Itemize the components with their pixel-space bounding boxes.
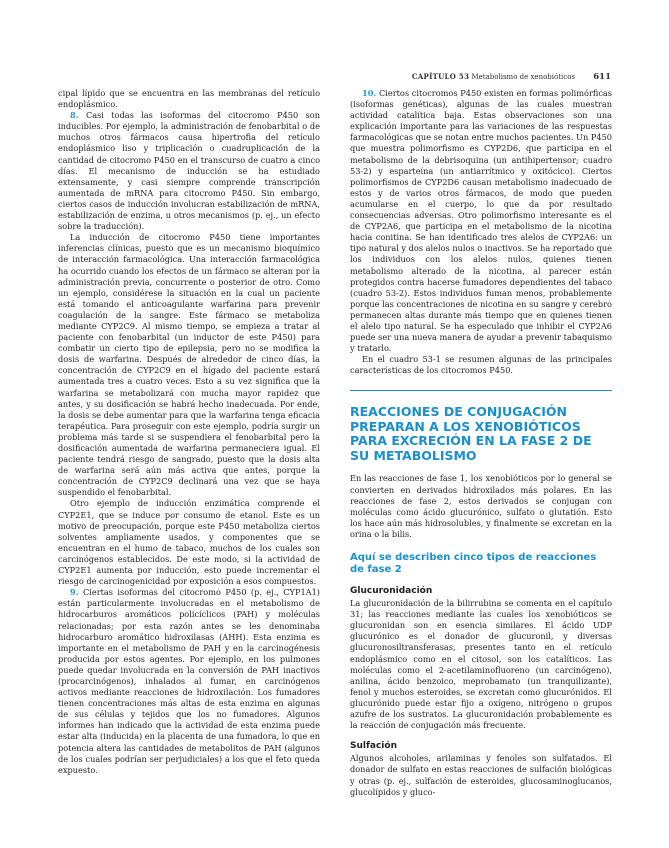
paragraph: La glucuronidación de la bilirrubina se comenta en el capítulo 31; las reacciones mediante las cuales los xenobióticos se glucuronidan son en esencia similares. El ácido UDP glucurónico es el donador de glucuronil, y diversas glucuronosiltransferasas, presentes tanto en el retículo endoplásmico como en el citosol, son los catalíticos. Las moléculas como el 2-acetilaminofluoreno (un carcinógeno), anilina, ácido benzoico, meprobamato (un tranquilizante), fenol y muchos esteroides, se excretan como glucurónidos. El glucurónido puede estar fijo a oxígeno, nitrógeno o grupos azufre de los sustratos. La glucuronidación probablemente es la reacción de conjugación más frecuente. [350, 598, 612, 731]
heading-glucuronidation: Glucuronidación [350, 586, 433, 596]
heading-sulfation: Sulfación [350, 741, 397, 752]
paragraph [350, 88, 612, 354]
paragraph-text: Ciertas isoformas del citocromo P450 (p. ej., CYP1A1) están particularmente involucradas en el metabolismo de hidrocarburos aromáticos policíclicos (PAH) y moléculas relacionadas; por esta razón antes se les denominaba hidrocarburo aromático hidroxilasas (AHH). Esta enzima es importante en el metabolismo de PAH y en la carcinogénesis producida por estos agentes. Por ejemplo, en los pulmones puede quedar involucrada en la conversión de PAH inactivos (procarcinógenos), inhalados al fumar, en carcinógenos activos mediante reacciones de hidroxilación. Los fumadores tienen concentraciones más altas de esta enzima en algunas de sus células y tejidos que los no fumadores. Algunos informes han indicado que la actividad de esta enzima puede estar alta (inducida) en la placenta de una fumadora, lo que en potencia altera las cantidades de metabolitos de PAH (algunos de los cuales podrían ser perjudiciales) a los que el feto queda expuesto. [58, 587, 320, 775]
page-number: 611 [593, 72, 611, 82]
paragraph [58, 110, 320, 232]
left-column [58, 88, 320, 776]
chapter-label: CAPÍTULO 53 [411, 72, 470, 81]
item-number: 9. [70, 587, 79, 598]
paragraph: La inducción de citocromo P450 tiene importantes inferencias clínicas, puesto que es un mecanismo bioquímico de interacción farmacológica. Una interacción farmacológica ha ocurrido cuando los efectos de un fármaco se alteran por la administración previa, concurrente o posterior de otro. Como un ejemplo, considérese la situación en la cual un paciente está tomando el anticoagulante warfarina para prevenir coagulación de la sangre. Este fármaco se metaboliza mediante CYP2C9. Al mismo tiempo, se empieza a tratar al paciente con fenobarbital (un inductor de este P450) para combatir un cierto tipo de epilepsia, pero no se modifica la dosis de warfarina. Después de alrededor de cinco días, la concentración de CYP2C9 en el hígado del paciente estará aumentada tres a cuatro veces. Esto a su vez significa que la warfarina se metabolizará con mucha mayor rapidez que antes, y su dosificación se habrá hecho inadecuada. Por ende, la dosis se debe aumentar para que la warfarina tenga eficacia terapéutica. Para proseguir con este ejemplo, podría surgir un problema más tarde si se suspendiera el fenobarbital pero la dosificación aumentada de warfarina permaneciera igual. El paciente tendrá riesgo de sangrado, puesto que la dosis alta de warfarina será aún más activa que antes, porque la concentración de CYP2C9 declinará una vez que se haya suspendido el fenobarbital. [58, 232, 320, 498]
paragraph [58, 587, 320, 776]
right-column [350, 88, 612, 798]
subsection-title: Aquí se describen cinco tipos de reacciones de fase 2 [350, 552, 597, 575]
paragraph-text: Casi todas las isoformas del citocromo P450 son inducibles. Por ejemplo, la administración de fenobarbital o de muchos otros fármacos causa hipertrofia del retículo endoplásmico liso y triplicación o cuadruplicación de la cantidad de citocromo P450 en el transcurso de cuatro a cinco días. El mecanismo de inducción se ha estudiado extensamente, y casi siempre comprende transcripción aumentada de mRNA para citocromo P450. Sin embargo, ciertos casos de inducción involucran estabilización de mRNA, estabilización de enzima, u otros mecanismos (p. ej., un efecto sobre la traducción). [58, 110, 320, 232]
paragraph-text: Ciertos citocromos P450 existen en formas polimórficas (isoformas genéticas), algunas de las cuales muestran actividad catalítica baja. Estas observaciones son una explicación importante para las variaciones de las respuestas farmacológicas que se notan entre muchos pacientes. Un P450 que muestra polimorfismo es CYP2D6, que participa en el metabolismo de la debrisoquina (un antihipertensor; cuadro 53-2) y esparteína (un antiarrítmico y oxitócico). Ciertos polimorfismos de CYP2D6 causan metabolismo inadecuado de estos y de varios otros fármacos, de modo que pueden acumularse en el cuerpo, lo que da por resultado consecuencias adversas. Otro polimorfismo interesante es el de CYP2A6, que participa en el metabolismo de la nicotina hacia conitina. Se han identificado tres alelos de CYP2A6: un tipo natural y dos alelos nulos o inactivos. Se ha reportado que los individuos con los alelos nulos, quienes tienen metabolismo alterado de la nicotina, al parecer están protegidos contra hacerse fumadores dependientes del tabaco (cuadro 53-2). Estos individuos fuman menos, probablemente porque las concentraciones de nicotina en su sangre y cerebro permanecen altas durante más tiempo que en quienes tienen el alelo tipo natural. Se ha especulado que inhibir el CYP2A6 puede ser una nueva manera de ayudar a prevenir tabaquismo y tratarlo. [350, 88, 612, 354]
section-divider [350, 390, 612, 391]
paragraph: En el cuadro 53-1 se resumen algunas de las principales características de los citocromos P450. [350, 354, 612, 376]
chapter-title: Metabolismo de xenobióticos [471, 73, 576, 81]
paragraph: Algunos alcoholes, arilaminas y fenoles son sulfatados. El donador de sulfato en estas reacciones de sulfación biológicas y otras (p. ej., sulfación de esteroides, glucosaminoglucanos, glucolípidos y gluco- [350, 753, 612, 797]
item-number: 10. [362, 88, 377, 98]
section-title: REACCIONES DE CONJUGACIÓN PREPARAN A LOS XENOBIÓTICOS PARA EXCRECIÓN EN LA FASE 2 DE SU METABOLISMO [350, 404, 592, 463]
paragraph: En las reacciones de fase 1, los xenobióticos por lo general se convierten en derivados hidroxilados más polares. En las reacciones de fase 2, estos derivados se conjugan con moléculas como ácido glucurónico, sulfato o glutatión. Esto los hace aún más hidrosolubles, y finalmente se excretan en la orina o la bilis. [350, 473, 612, 539]
paragraph: Otro ejemplo de inducción enzimática comprende el CYP2E1, que se induce por consumo de etanol. Este es un motivo de preocupación, porque este P450 metaboliza ciertos solventes ampliamente usados, y componentes que se encuentran en el humo de tabaco, muchos de los cuales son carcinógenos establecidos. De este modo, si la actividad de CYP2E1 aumenta por inducción, esto puede incrementar el riesgo de carcinogenicidad por exposición a esos compuestos. [58, 498, 320, 587]
paragraph: cipal lípido que se encuentra en las membranas del retículo endoplásmico. [58, 88, 320, 110]
running-header [412, 72, 611, 82]
item-number: 8. [70, 110, 79, 121]
